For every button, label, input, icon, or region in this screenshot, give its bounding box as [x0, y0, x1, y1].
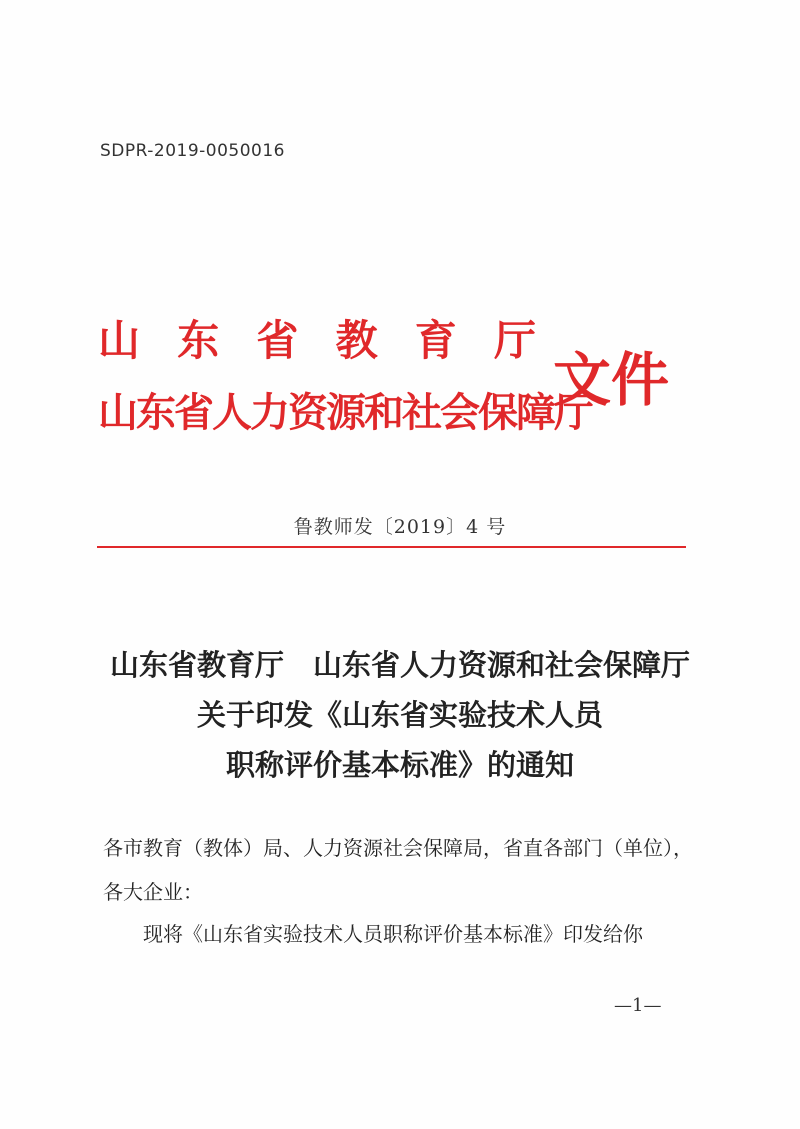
recipients-line-1: 各市教育（教体）局、人力资源社会保障局，省直各部门（单位）， [103, 836, 693, 860]
issuer-1-char: 山 [98, 316, 141, 365]
document-code: SDPR-2019-0050016 [100, 141, 285, 161]
issuer-1-char: 省 [256, 316, 299, 365]
issue-number: 鲁教师发〔2019〕4 号 [293, 516, 507, 538]
issuer-line-2: 山东省人力资源和社会保障厅 [98, 389, 592, 436]
page-number: —1— [614, 995, 662, 1016]
issuer-1-char: 育 [414, 316, 457, 365]
red-divider [97, 546, 686, 548]
issuer-1-char: 东 [177, 316, 220, 365]
title-line-3: 职称评价基本标准》的通知 [225, 748, 574, 782]
title-line-1: 山东省教育厅 山东省人力资源和社会保障厅 [109, 648, 690, 682]
masthead [98, 315, 698, 455]
issuer-1-char: 教 [335, 316, 378, 365]
body-paragraph: 现将《山东省实验技术人员职称评价基本标准》印发给你 [143, 922, 643, 946]
issuer-1-char: 厅 [493, 316, 536, 365]
issuer-line-1 [98, 315, 536, 367]
document-suffix: 文件 [553, 346, 670, 414]
recipients-line-2: 各大企业： [103, 880, 203, 904]
title-line-2: 关于印发《山东省实验技术人员 [196, 698, 603, 732]
document-title [0, 640, 800, 790]
recipients [103, 826, 703, 914]
